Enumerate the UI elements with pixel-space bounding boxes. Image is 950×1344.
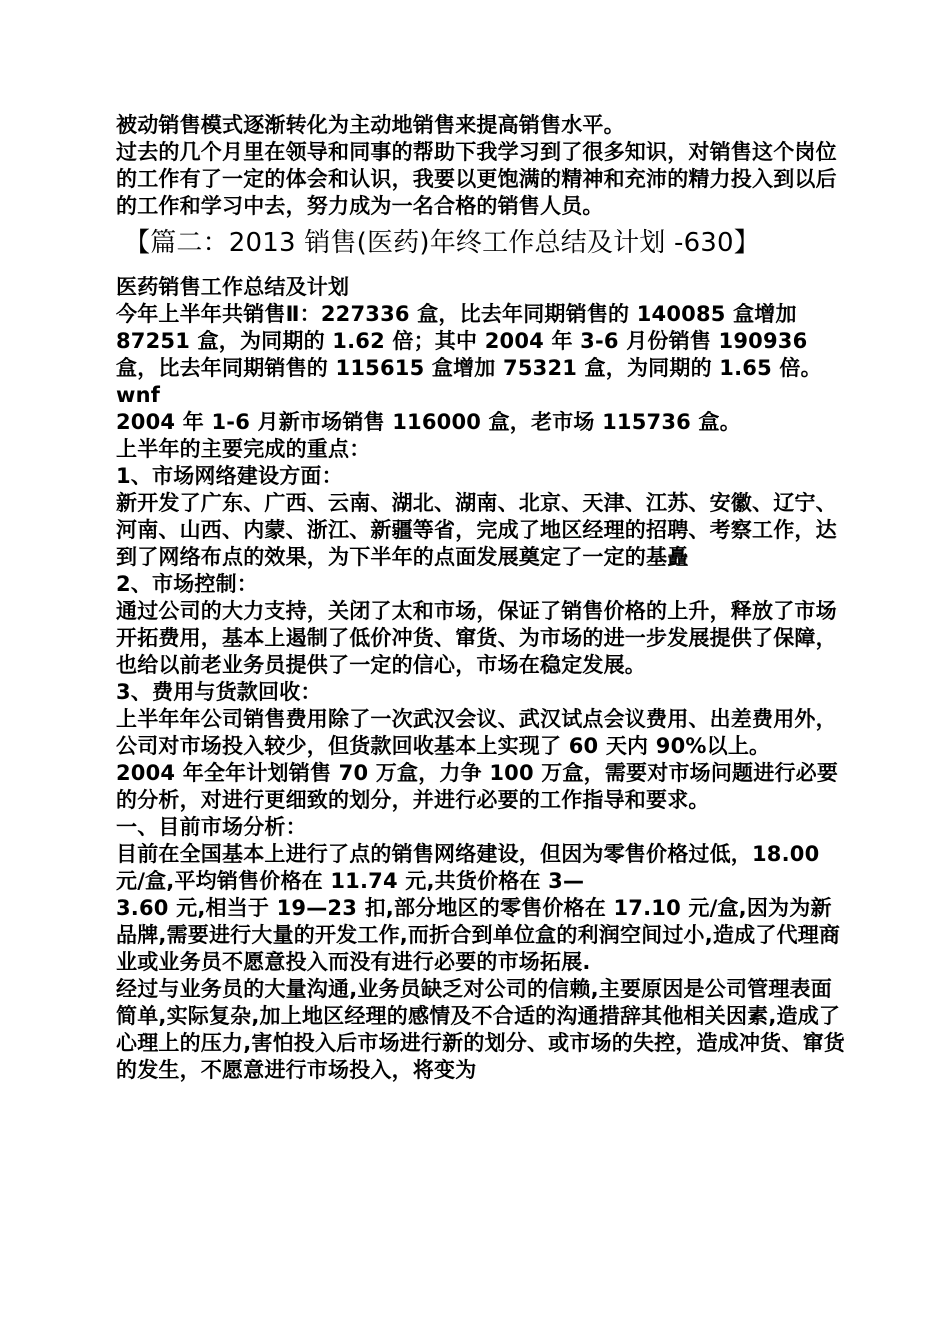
paragraph: 新开发了广东、广西、云南、湖北、湖南、北京、天津、江苏、安徽、辽宁、河南、山西、内蒙、浙江、新疆等省，完成了地区经理的招聘、考察工作，达到了网络布点的效果，为下半年的点面发展奠定了一定的基矗 xyxy=(116,491,837,569)
paragraph: 3.60 元,相当于 19—23 扣,部分地区的零售价格在 17.10 元/盒,因为为新品牌,需要进行大量的开发工作,而折合到单位盒的利润空间过小,造成了代理商业或业务员不愿意投入而没有进行必要的市场拓展. xyxy=(116,896,841,974)
subsection-heading: 1、市场网络建设方面： xyxy=(116,464,343,488)
paragraph: 目前在全国基本上进行了点的销售网络建设，但因为零售价格过低，18.00 元/盒,平均销售价格在 11.74 元,共货价格在 3— xyxy=(116,842,820,893)
document-body xyxy=(116,112,846,1084)
subsection-heading: 上半年的主要完成的重点： xyxy=(116,437,371,461)
paragraph: 通过公司的大力支持，关闭了太和市场，保证了销售价格的上升，释放了市场开拓费用，基本上遏制了低价冲货、窜货、为市场的进一步发展提供了保障，也给以前老业务员提供了一定的信心，市场在稳定发展。 xyxy=(116,599,837,677)
subsection-heading: 3、费用与货款回收： xyxy=(116,680,322,704)
subsection-heading: 2、市场控制： xyxy=(116,572,259,596)
paragraph: 2004 年 1-6 月新市场销售 116000 盒，老市场 115736 盒。 xyxy=(116,410,741,434)
paragraph: 过去的几个月里在领导和同事的帮助下我学习到了很多知识，对销售这个岗位的工作有了一定的体会和认识，我要以更饱满的精神和充沛的精力投入到以后的工作和学习中去，努力成为一名合格的销售人员。 xyxy=(116,140,837,218)
section-title: 【篇二：2013 销售(医药)年终工作总结及计划 -630】 xyxy=(124,228,760,258)
paragraph: 经过与业务员的大量沟通,业务员缺乏对公司的信赖,主要原因是公司管理表面简单,实际复杂,加上地区经理的感情及不合适的沟通措辞其他相关因素,造成了心理上的压力,害怕投入后市场进行新的划分、或市场的失控，造成冲货、窜货的发生，不愿意进行市场投入，将变为 xyxy=(116,977,845,1082)
paragraph: 2004 年全年计划销售 70 万盒，力争 100 万盒，需要对市场问题进行必要的分析，对进行更细致的划分，并进行必要的工作指导和要求。 xyxy=(116,761,839,812)
paragraph: 上半年年公司销售费用除了一次武汉会议、武汉试点会议费用、出差费用外，公司对市场投入较少，但货款回收基本上实现了 60 天内 90%以上。 xyxy=(116,707,837,758)
paragraph: 今年上半年共销售Ⅱ：227336 盒，比去年同期销售的 140085 盒增加 87251 盒，为同期的 1.62 倍；其中 2004 年 3-6 月份销售 190936 盒，比去年同期销售的 115615 盒增加 75321 盒，为同期的 1.65 倍。wnf xyxy=(116,302,822,407)
paragraph: 被动销售模式逐渐转化为主动地销售来提高销售水平。 xyxy=(116,113,625,137)
subsection-heading: 一、目前市场分析： xyxy=(116,815,307,839)
subsection-heading: 医药销售工作总结及计划 xyxy=(116,275,350,299)
